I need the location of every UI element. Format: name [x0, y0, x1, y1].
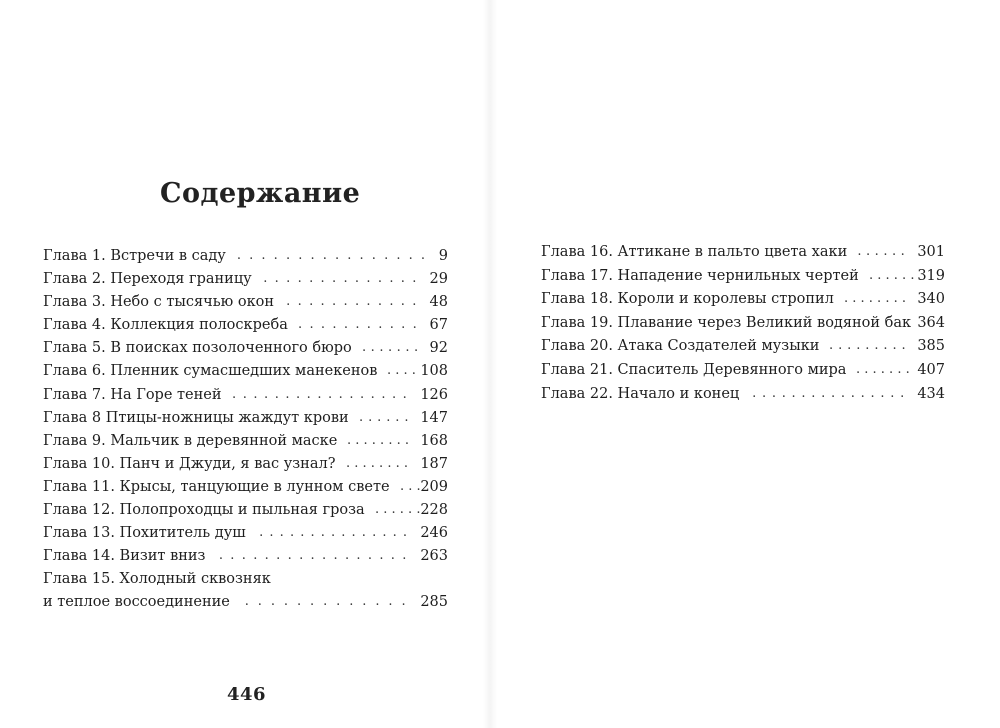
toc-leader-dots: . . . . . . . . .: [829, 338, 907, 354]
toc-entry: [541, 312, 945, 336]
toc-entry: [541, 383, 945, 407]
page-number: 446: [227, 684, 267, 705]
toc-leader-dots: . . . . . . . . . . . . . . .: [259, 525, 408, 541]
toc-entry: [43, 337, 448, 360]
toc-entry-title-continued: и теплое воссоединение: [43, 594, 230, 611]
toc-entry: [43, 476, 448, 499]
toc-entry: [43, 360, 448, 383]
toc-leader-dots: . . . . . . . . . . . . . . . . .: [218, 548, 408, 564]
toc-entry-title: Глава 12. Полопроходцы и пыльная гроза: [43, 502, 365, 519]
toc-entry-page: 187: [420, 455, 448, 472]
toc-entry: [541, 241, 945, 265]
toc-entry-page: 364: [917, 314, 945, 331]
toc-entry: [43, 384, 448, 407]
toc-entry-title: Глава 15. Холодный сквозняк: [43, 571, 271, 588]
toc-entry-title: Глава 14. Визит вниз: [43, 548, 206, 565]
toc-entry-page: 228: [420, 502, 448, 519]
toc-title: Содержание: [160, 178, 361, 209]
toc-leader-dots: . . . . . . .: [362, 340, 419, 356]
toc-entry-title: Глава 18. Короли и королевы стропил: [541, 291, 834, 308]
toc-entry: [43, 291, 448, 314]
toc-entry: [43, 453, 448, 476]
toc-leader-dots: . . . . . . . . . . . . . . . .: [752, 385, 905, 401]
toc-entry-page: 407: [917, 361, 945, 378]
toc-leader-dots: . . .: [400, 478, 421, 494]
toc-entry: [43, 245, 448, 268]
toc-entry-page: 126: [420, 386, 448, 403]
toc-entry-page: 246: [420, 525, 448, 542]
toc-entry: [43, 499, 448, 522]
toc-entry: [43, 545, 448, 568]
toc-entry-page: 340: [917, 291, 945, 308]
toc-entry: [43, 314, 448, 337]
toc-leader-dots: . . . . . . .: [856, 361, 910, 377]
toc-entry-title: Глава 17. Нападение чернильных чертей: [541, 267, 859, 284]
toc-entry-page: 263: [420, 548, 448, 565]
toc-leader-dots: . . . . . . . . . . .: [298, 317, 419, 333]
toc-leader-dots: . . . . . . . . . . . . . . . .: [236, 248, 427, 263]
toc-entry: [43, 407, 448, 430]
toc-entry-page: 285: [420, 594, 448, 611]
toc-entry-page: 168: [420, 432, 448, 449]
toc-right-column: [541, 241, 945, 406]
toc-entry-title: Глава 9. Мальчик в деревянной маске: [43, 432, 338, 449]
toc-entry-page: 147: [420, 409, 448, 426]
toc-leader-dots: . . . . . . . . . . . . . . . . .: [232, 386, 408, 402]
toc-entry-page: 385: [917, 338, 945, 355]
toc-entry-title: Глава 6. Пленник сумасшедших манекенов: [43, 363, 378, 380]
toc-leader-dots: . . . . . . . . . . . . .: [244, 594, 408, 610]
toc-entry-title: Глава 21. Спаситель Деревянного мира: [541, 361, 847, 378]
toc-entry-page: 67: [429, 317, 448, 334]
toc-entry-page: 108: [420, 363, 448, 380]
toc-entry-title: Глава 8 Птицы-ножницы жаждут крови: [43, 409, 349, 426]
toc-entry: [43, 268, 448, 291]
toc-leader-dots: . . . . . . . .: [844, 291, 906, 307]
toc-entry-page: 29: [429, 271, 448, 288]
toc-entry-title: Глава 16. Аттикане в пальто цвета хаки: [541, 244, 848, 260]
toc-entry-page: 301: [917, 244, 945, 260]
toc-entry-page: 48: [429, 294, 448, 311]
toc-left-column: [43, 245, 448, 614]
toc-leader-dots: . . . . . . . .: [346, 455, 408, 471]
toc-entry-title: Глава 20. Атака Создателей музыки: [541, 338, 820, 355]
toc-entry-title: Глава 10. Панч и Джуди, я вас узнал?: [43, 455, 336, 472]
toc-entry-title: Глава 3. Небо с тысячью окон: [43, 294, 275, 311]
toc-entry-title: Глава 4. Коллекция полоскреба: [43, 317, 288, 334]
toc-entry-title: Глава 22. Начало и конец: [541, 385, 740, 402]
toc-leader-dots: . . . . . . . . . . . .: [286, 294, 418, 310]
toc-entry-title: Глава 13. Похититель душ: [43, 525, 246, 542]
toc-entry: [541, 359, 945, 383]
toc-leader-dots: . . . . . . . .: [347, 432, 409, 448]
toc-entry-page: 434: [917, 385, 945, 402]
toc-leader-dots: . . . . . .: [375, 502, 421, 518]
toc-entry-page: 319: [917, 267, 945, 284]
toc-leader-dots: . . . . . .: [857, 244, 905, 259]
toc-entry-page: 9: [438, 248, 448, 264]
toc-leader-dots: . . . . . . . . . . . . . .: [263, 271, 418, 287]
toc-entry: [43, 430, 448, 453]
toc-entry-title: Глава 5. В поисках позолоченного бюро: [43, 340, 352, 357]
toc-entry-title: Глава 19. Плавание через Великий водяной бак: [541, 314, 912, 331]
toc-entry: [43, 568, 448, 591]
toc-leader-dots: . . . . . .: [359, 409, 409, 425]
toc-entry-continuation: [43, 591, 448, 614]
toc-entry-title: Глава 2. Переходя границу: [43, 271, 252, 288]
page-gutter: [483, 0, 497, 728]
toc-leader-dots: . . . .: [387, 363, 416, 379]
toc-entry-title: Глава 11. Крысы, танцующие в лунном свете: [43, 478, 390, 495]
toc-entry-title: Глава 1. Встречи в саду: [43, 248, 226, 264]
toc-leader-dots: . . . . . .: [869, 267, 915, 283]
toc-entry: [541, 288, 945, 312]
toc-entry-page: 92: [429, 340, 448, 357]
toc-entry-page: 209: [420, 478, 448, 495]
toc-entry: [541, 335, 945, 359]
toc-entry: [43, 522, 448, 545]
toc-entry: [541, 265, 945, 289]
toc-entry-title: Глава 7. На Горе теней: [43, 386, 222, 403]
